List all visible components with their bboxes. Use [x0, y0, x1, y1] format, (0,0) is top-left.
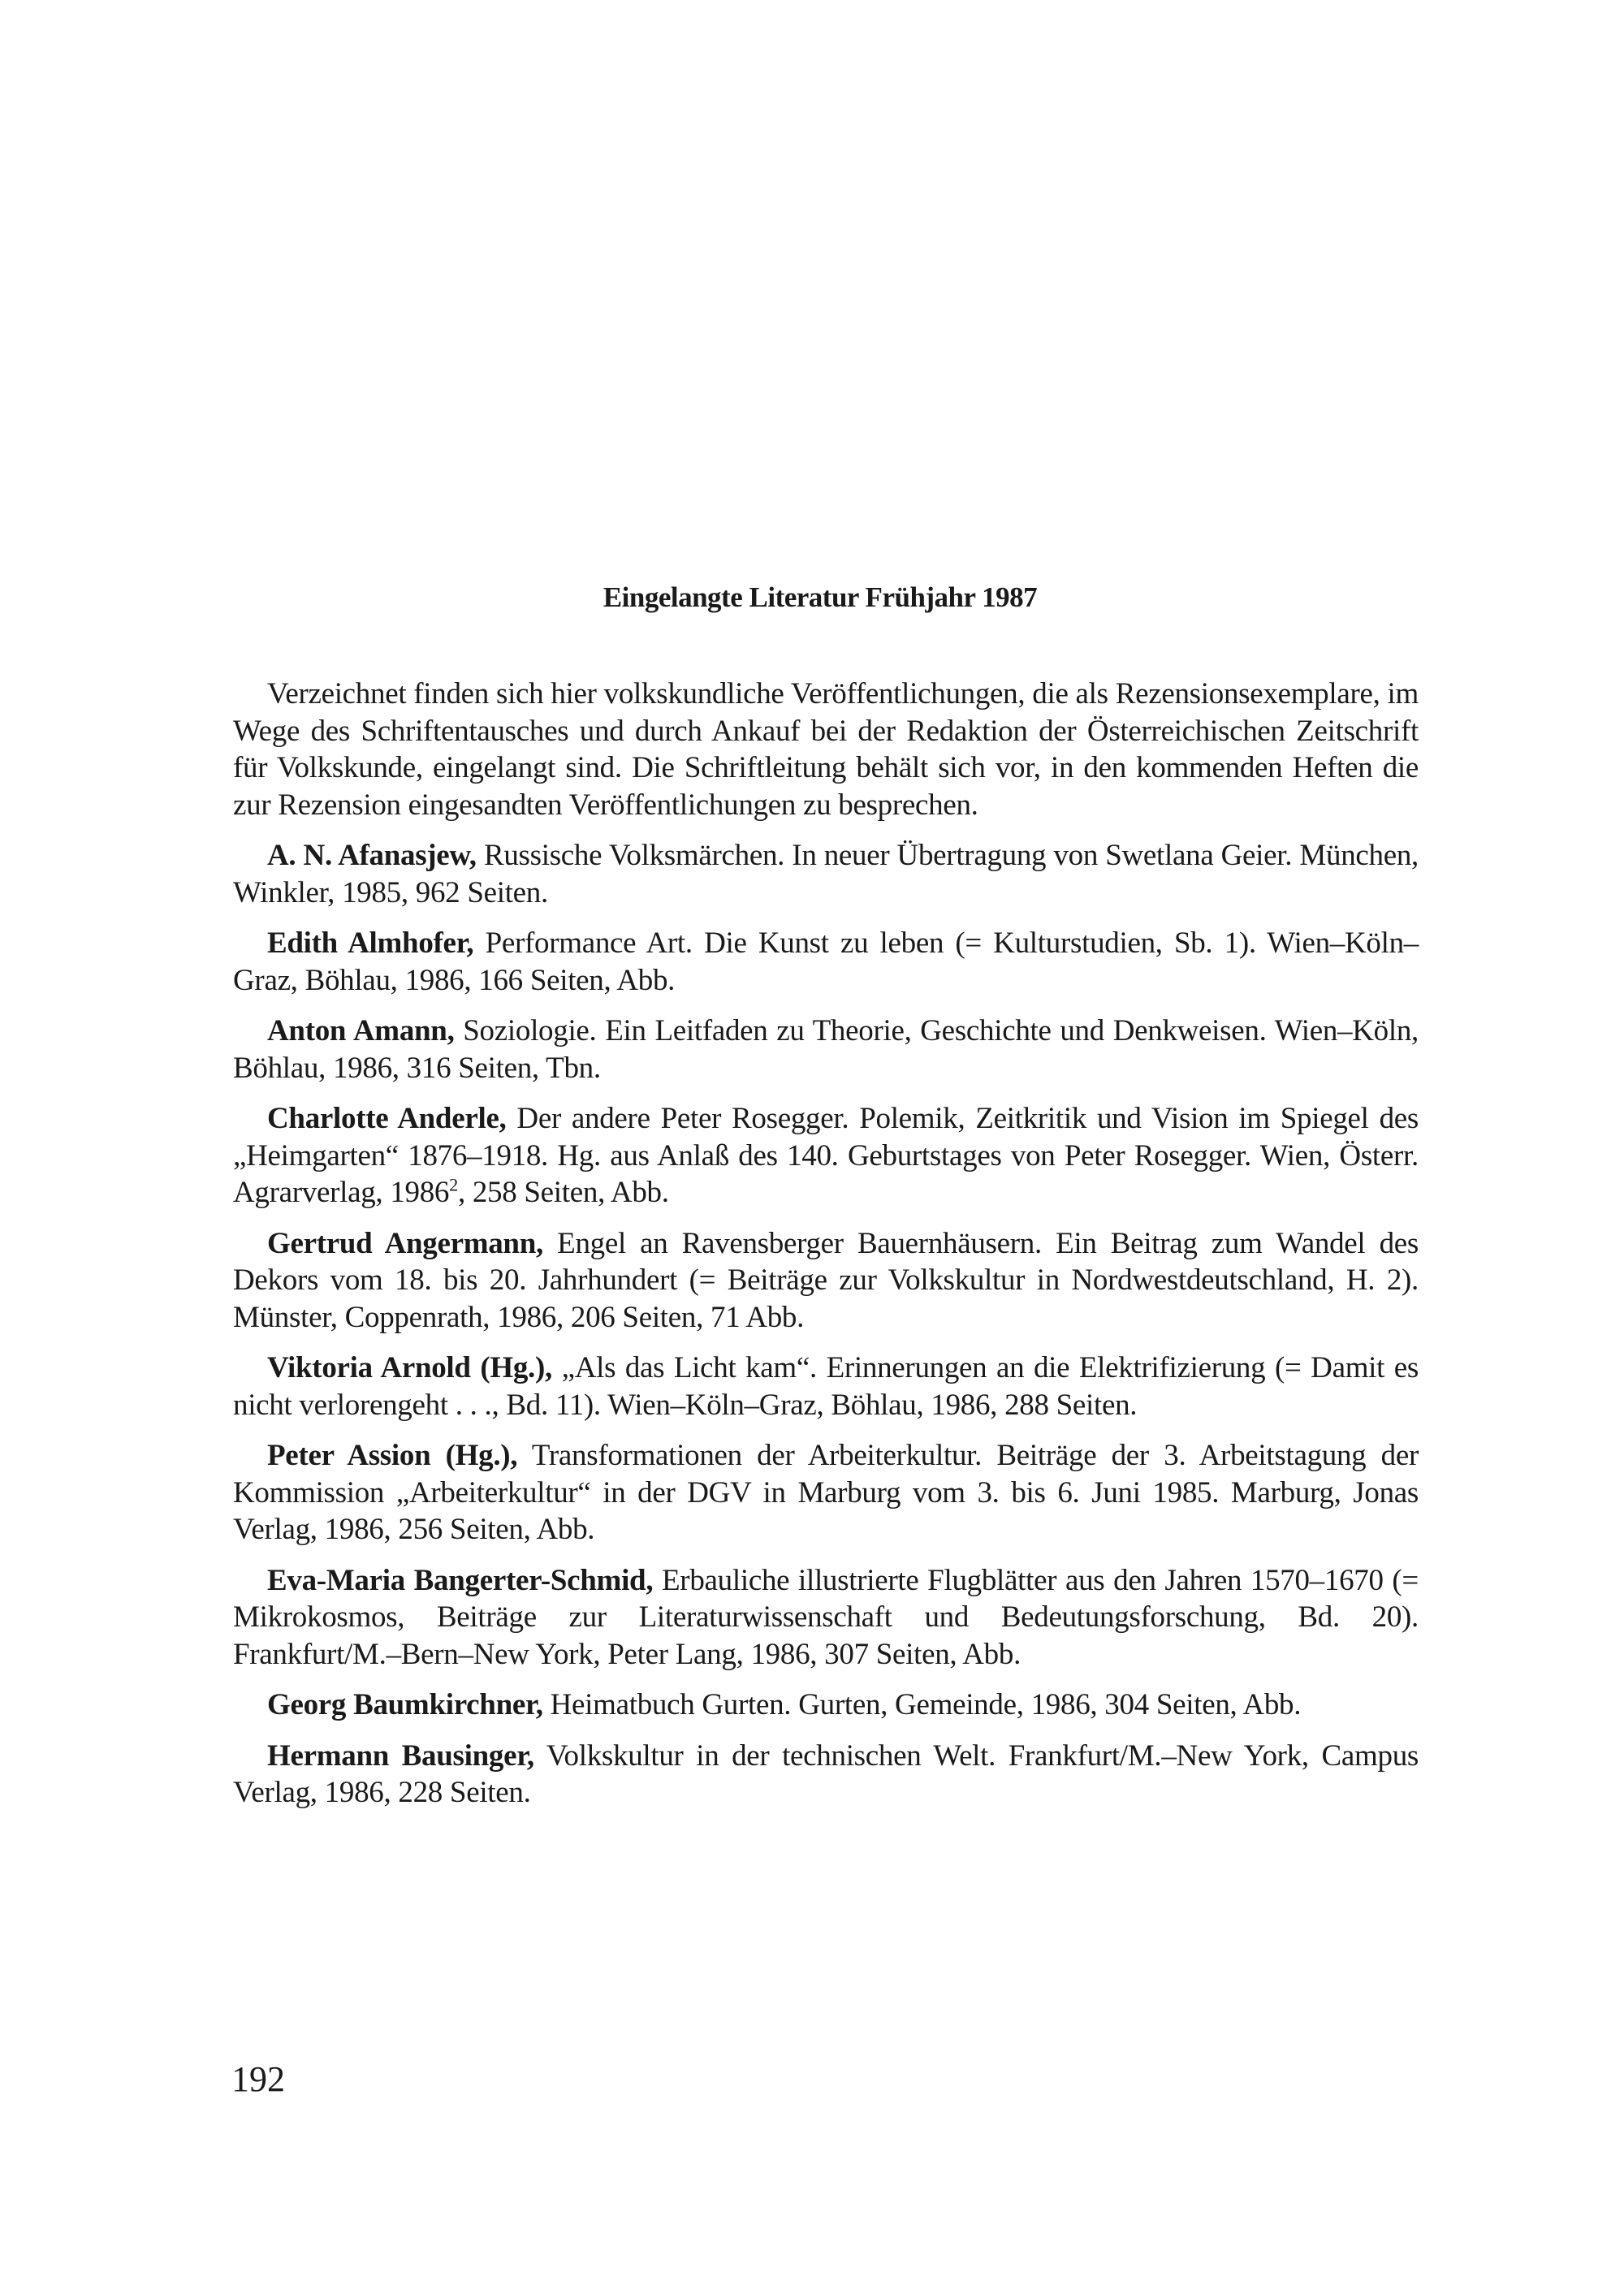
bibliography-entry	[233, 1738, 1419, 1812]
bibliography-entry	[233, 1437, 1419, 1548]
bibliography-entry	[233, 1100, 1419, 1211]
bibliography-entry	[233, 1350, 1419, 1423]
entry-author: Georg Baumkirchner,	[267, 1688, 543, 1721]
entry-text: Russische Volksmärchen. In neuer Übertragung von Swetlana Geier. München, Winkler, 1985, 962 Seiten.	[233, 839, 1419, 909]
entry-author: Anton Amann,	[267, 1014, 455, 1047]
page-number: 192	[231, 2059, 285, 2099]
entry-text: Performance Art. Die Kunst zu leben (= Kulturstudien, Sb. 1). Wien–Köln–Graz, Böhlau, 1986, 166 Seiten, Abb.	[233, 926, 1419, 997]
entry-author: Gertrud Angermann,	[267, 1226, 543, 1260]
entry-author: A. N. Afanasjew,	[267, 839, 477, 872]
entry-text: Engel an Ravensberger Bauernhäusern. Ein Beitrag zum Wandel des Dekors vom 18. bis 20. Jahrhundert (= Beiträge zur Volkskultur in Nordwestdeutschland, H. 2). Münster, Coppenrath, 1986, 206 Seiten, 71 Abb.	[233, 1226, 1419, 1334]
entry-text: Erbauliche illustrierte Flugblätter aus den Jahren 1570–1670 (= Mikrokosmos, Beiträge zur Literaturwissenschaft und Bedeutungsforschung, Bd. 20). Frankfurt/M.–Bern–New York, Peter Lang, 1986, 307 Seiten, Abb.	[233, 1563, 1419, 1671]
entry-author: Peter Assion (Hg.),	[267, 1439, 518, 1472]
entry-text-continued: , 258 Seiten, Abb.	[457, 1176, 669, 1209]
entry-text: Soziologie. Ein Leitfaden zu Theorie, Geschichte und Denkweisen. Wien–Köln, Böhlau, 1986, 316 Seiten, Tbn.	[233, 1014, 1419, 1085]
entry-text: Transformationen der Arbeiterkultur. Beiträge der 3. Arbeitstagung der Kommission „Arbeiterkultur“ in der DGV in Marburg vom 3. bis 6. Juni 1985. Marburg, Jonas Verlag, 1986, 256 Seiten, Abb.	[233, 1439, 1419, 1546]
entry-text: Der andere Peter Rosegger. Polemik, Zeitkritik und Vision im Spiegel des „Heimgarten“ 1876–1918. Hg. aus Anlaß des 140. Geburtstages von Peter Rosegger. Wien, Österr. Agrarverlag, 1986	[233, 1102, 1419, 1209]
bibliography-entry	[233, 925, 1419, 999]
bibliography-entry	[233, 1562, 1419, 1674]
entry-author: Charlotte Anderle,	[267, 1102, 507, 1135]
document-body	[233, 676, 1419, 1825]
entry-text: „Als das Licht kam“. Erinnerungen an die Elektrifizierung (= Damit es nicht verlorengeht . . ., Bd. 11). Wien–Köln–Graz, Böhlau, 1986, 288 Seiten.	[233, 1351, 1419, 1422]
intro-paragraph: Verzeichnet finden sich hier volkskundliche Veröffentlichungen, die als Rezensionsexemplare, im Wege des Schriftentausches und durch Ankauf bei der Redaktion der Österreichischen Zeitschrift für Volkskunde, eingelangt sind. Die Schriftleitung behält sich vor, in den kommenden Heften die zur Rezension eingesandten Veröffentlichungen zu besprechen.	[233, 677, 1419, 822]
bibliography-list	[233, 837, 1419, 1812]
bibliography-entry	[233, 1687, 1419, 1724]
entry-text: Heimatbuch Gurten. Gurten, Gemeinde, 1986, 304 Seiten, Abb.	[542, 1688, 1302, 1721]
bibliography-entry	[233, 837, 1419, 911]
bibliography-entry	[233, 1013, 1419, 1086]
entry-author: Eva-Maria Bangerter-Schmid,	[267, 1563, 654, 1597]
entry-author: Edith Almhofer,	[267, 926, 474, 960]
entry-author: Hermann Bausinger,	[267, 1738, 534, 1773]
entry-author: Viktoria Arnold (Hg.),	[267, 1351, 552, 1384]
entry-text: Volkskultur in der technischen Welt. Frankfurt/M.–New York, Campus Verlag, 1986, 228 Seiten.	[233, 1738, 1419, 1809]
page-title: Eingelangte Literatur Frühjahr 1987	[603, 581, 1038, 613]
edition-superscript: 2	[449, 1174, 458, 1195]
bibliography-entry	[233, 1225, 1419, 1337]
